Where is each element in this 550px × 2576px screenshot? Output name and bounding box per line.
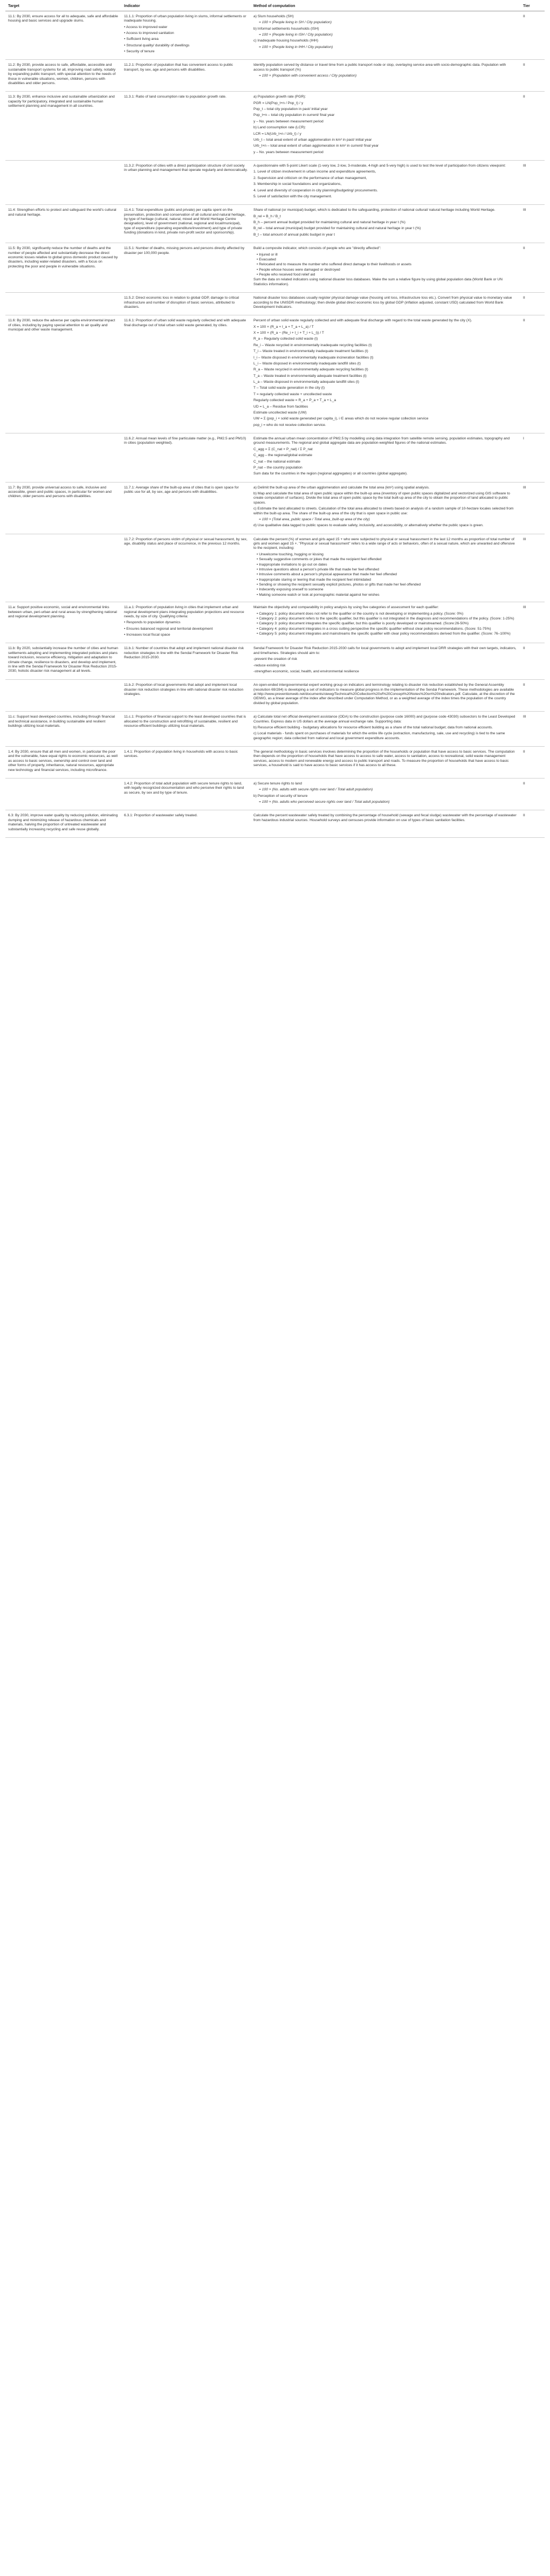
table-row xyxy=(5,810,545,838)
method-cell-line: Pop_t+n – total city population in current/ final year xyxy=(253,113,335,118)
target-cell-line: 11.7: By 2030, provide universal access to safe, inclusive and accessible, green and public spaces, in particular for women and children, older persons and persons with disabilities. xyxy=(8,485,112,499)
indicator-cell-line: • Sufficient living area xyxy=(124,37,159,42)
method-cell-line: National disaster loss databases usually register physical damage value (housing unit loss, infrastructure loss etc.). Convert from physical value to monetary value according to the UNISDR methodology; then divide global direct economic loss by global GDP (inflation adjusted, constant USD) calculated from World Bank Development Indicators. xyxy=(253,296,512,309)
method-cell-line: • Inappropriate staring or leering that made the recipient feel intimidated xyxy=(257,577,372,582)
indicator-cell xyxy=(121,92,251,161)
tier-cell: II xyxy=(520,643,545,680)
method-cell-line: Sendai Framework for Disaster Risk Reduction 2015-2030 calls for local governments to adopt and implement local DRR strategies with their own targets, indicators, and timeframes. Strategies should aim to: xyxy=(253,646,517,655)
method-cell-line: R_a – Waste recycled in environmentally adequate recycling facilities (t) xyxy=(253,368,368,372)
method-cell-line: 4. Level and diversity of cooperation in city planning/budgeting/ procurements. xyxy=(253,188,378,192)
method-cell-line: c) Estimate the land allocated to streets. Calculation of the total area allocated to streets based on analysis of a random sample of 10-hectare locales selected from within the built-up area. The share of the built-up area of the city that is open space in public use: xyxy=(253,507,514,515)
table-row xyxy=(5,482,545,534)
indicator-cell xyxy=(121,712,251,747)
method-cell-line: -reduce existing risk xyxy=(253,663,286,667)
tier-cell: II xyxy=(520,293,545,315)
target-cell xyxy=(5,680,121,712)
method-cell-line: Re_i – Waste recycled in environmentally inadequate recycling facilities (t) xyxy=(253,343,372,347)
method-cell-line: b) Informal settlements households (ISH) xyxy=(253,26,319,31)
method-cell-line: y – No. years between measurement period xyxy=(253,119,324,123)
method-cell-line: The general methodology in basic services involves determining the proportion of the households or population that have access to basic services. The computation then depends on the proportion of households that have access to access to safe water, access to sanitation, access to recreational, solid waste management services, access to modern and renewable energy and access to public transport and roads. To measure the proportion of households that have access to basic services, a household is said to have access to basic services if it has access to all these. xyxy=(253,750,515,768)
method-cell-line: C_agg – the regional/global estimate xyxy=(253,453,312,458)
method-cell-line: C_nat – the national estimate xyxy=(253,459,300,464)
table-row xyxy=(5,643,545,680)
tier-cell: III xyxy=(520,482,545,534)
indicator-cell xyxy=(121,482,251,534)
method-cell-line: Identify population served by distance or travel time from a public transport node or stop, overlaying service area with socio-demographic data. Population with access to public transport (%) xyxy=(253,63,506,72)
target-cell xyxy=(5,747,121,779)
method-cell-line: 1. Level of citizen involvement in urban income and expenditure agreements, xyxy=(253,170,376,174)
indicator-cell xyxy=(121,810,251,838)
method-cell xyxy=(251,205,520,243)
indicator-cell xyxy=(121,778,251,810)
method-cell-line: = 100 × (Total area_public space / Total area_built-up area of the city) xyxy=(259,517,370,521)
method-cell-line: Pop_t – total city population in past/ initial year xyxy=(253,107,328,111)
target-cell-line: 1.4: By 2030, ensure that all men and women, in particular the poor and the vulnerable, have equal rights to economic resources, as well as access to basic services, ownership and control over land and other forms of property, inheritance, natural resources, appropriate new technology and financial services, including microfinance. xyxy=(8,750,118,772)
method-cell-line: • Category 3: policy document integrates the specific qualifier, but this qualifier is poorly developed or mainstreamed. (Score:26-50%) xyxy=(257,622,469,626)
method-cell-line: L_a – Waste disposed in environmentally adequate landfill sites (t) xyxy=(253,380,360,384)
method-cell-line: a) Secure tenure rights to land xyxy=(253,781,302,786)
target-cell-line: 11.5: By 2030, significantly reduce the number of deaths and the number of people affected and substantially decrease the direct economic losses relative to global gross domestic product caused by disasters, including water-related disasters, with a focus on protecting the poor and people in vulnerable situations. xyxy=(8,246,118,268)
indicator-cell-line: 11.b.2: Proportion of local governments that adopt and implement local disaster risk reduction strategies in line with national disaster risk reduction strategies. xyxy=(124,683,244,696)
table-row xyxy=(5,60,545,92)
method-cell-line: = 100 × (People living in ISH / City population) xyxy=(259,32,333,37)
table-row xyxy=(5,293,545,315)
method-cell-line: a) Population growth rate (PGR): xyxy=(253,95,306,99)
tier-cell: III xyxy=(520,161,545,205)
indicator-cell-line: 11.1.1: Proportion of urban population living in slums, informal settlements or inadequate housing. xyxy=(124,14,246,23)
target-cell-line: 11.4: Strengthen efforts to protect and safeguard the world's cultural and natural heritage. xyxy=(8,208,116,217)
indicator-cell-line: • Access to improved sanitation xyxy=(124,31,174,35)
method-cell-line: = 100 × (No. adults who perceived secure rights over land / Total adult population) xyxy=(259,800,390,804)
indicator-cell xyxy=(121,243,251,293)
target-cell xyxy=(5,433,121,483)
method-cell-line: Calculate the percent wastewater safely treated by combining the percentage of household (sewage and fecal sludge) wastewater with the percentage of wastewater from hazardous industrial sources. Household surveys and censuses provide information on use of types of basic sanitation facilities. xyxy=(253,814,517,822)
method-cell-line: Urb_t – total areal extent of urban agglomeration in km² in past/ initial year xyxy=(253,137,372,142)
method-cell-line: 2. Supervision and criticism on the performance of urban management, xyxy=(253,176,367,180)
method-cell-line: • Intrusive questions about a person's private life that made her feel offended xyxy=(257,567,379,571)
method-cell-line: Regularly collected waste = R_a + P_a + T_a + L_a xyxy=(253,398,336,403)
method-cell xyxy=(251,161,520,205)
table-row xyxy=(5,205,545,243)
header-indicator: Indicator xyxy=(121,3,251,11)
method-cell-line: = 100 × (People living in SH / City population) xyxy=(259,20,332,25)
method-cell-line: Urb_t+n – total areal extent of urban agglomeration in km² in current/ final year xyxy=(253,144,379,148)
target-cell-line: 11.2: By 2030, provide access to safe, affordable, accessible and sustainable transport systems for all, improving road safety, notably by expanding public transport, with special attention to the needs of those in vulnerable situations, women, children, persons with disabilities and older persons. xyxy=(8,63,116,85)
method-cell-line: UD = L_a – Residue from facilities xyxy=(253,404,308,409)
method-cell-line: B_rel – total annual (municipal) budget provided for maintaining cultural and natural heritage in year t (%) xyxy=(253,226,421,231)
method-cell-line: • Category 5: policy document integrates and mainstreams the specific qualifier with clear policy recommendations derived from the qualifier. (Score: 76–100%) xyxy=(257,632,511,636)
indicator-cell-line: 6.3.1: Proportion of wastewater safely treated. xyxy=(124,814,198,818)
method-cell-line: R_a – Regularly collected solid waste (t) xyxy=(253,337,318,341)
target-cell xyxy=(5,11,121,60)
method-cell-line: a) Calculate total net official development assistance (ODA) to the construction (purpose code 16000) and (purpose code 43030) subsectors to the Least Developed Countries. Express data in US dollars at the average annual exchange rate. Supporting data: xyxy=(253,715,515,724)
method-cell-line: a) Slum households (SH) xyxy=(253,14,294,18)
method-cell-line: • People whose houses were damaged or destroyed xyxy=(257,267,340,272)
method-cell-line: Estimate the annual urban mean concentration of PM2.5 by modelling using data integration from satellite remote sensing, population estimates, topography and ground measurements. The regional and global aggregate data are population-weighted figures of the national estimates. xyxy=(253,437,510,445)
method-cell-line: Sum the data on related indicators using national disaster loss databases. Make the sum a relative figure by using global population data (World Bank or UN Statistics information). xyxy=(253,278,503,286)
indicator-cell xyxy=(121,433,251,483)
method-cell-line: B_h – percent annual budget provided for maintaining cultural and natural heritage in year t (%) xyxy=(253,221,405,224)
table-row xyxy=(5,747,545,779)
indicator-cell-line: 11.3.1: Ratio of land consumption rate to population growth rate. xyxy=(124,95,226,99)
method-cell-line: • Inappropriate invitations to go out on dates xyxy=(257,562,327,567)
method-cell xyxy=(251,433,520,483)
method-cell-line: -prevent the creation of risk xyxy=(253,657,298,662)
target-cell-line: 11.a: Support positive economic, social and environmental links between urban, peri-urban and rural areas by strengthening national and regional development planning. xyxy=(8,605,117,618)
target-cell xyxy=(5,712,121,747)
target-cell xyxy=(5,778,121,810)
header-tier: Tier xyxy=(520,3,545,11)
indicator-cell-line: • Security of tenure xyxy=(124,50,155,53)
indicator-cell-line: 11.6.2: Annual mean levels of fine particulate matter (e.g., PM2.5 and PM10) in cities (population weighted). xyxy=(124,437,246,445)
method-cell-line: • Sending or showing the recipient sexually explicit pictures, photos or gifts that made her feel offended xyxy=(257,583,421,587)
target-cell-line: 11.b: By 2020, substantially increase the number of cities and human settlements adopting and implementing integrated policies and plans toward inclusion, resource efficiency, mitigation and adaptation to climate change, resilience to disasters, and develop and implement, in line with the Sendai Framework for Disaster Risk Reduction 2015-2030, holistic disaster risk management at all levels. xyxy=(8,646,118,673)
target-cell xyxy=(5,205,121,243)
method-cell-line: b) Map and calculate the total area of open public space within the built-up area (inventory of open public spaces digitalized and vectorized using GIS software to create computation of surfaces). Divide the total area of open public space by the total built-up area of the city to obtain the proportion of land allocated to public spaces. xyxy=(253,492,510,505)
method-cell xyxy=(251,534,520,602)
method-cell-line: = 100 × (People living in IHH / City population) xyxy=(259,45,333,49)
tier-cell: III xyxy=(520,205,545,243)
indicator-cell-line: 11.7.1: Average share of the built-up area of cities that is open space for public use for all, by sex, age and persons with disabilities. xyxy=(124,485,239,494)
method-cell-line: • Unwelcome touching, hugging or kissing xyxy=(257,552,324,556)
table-row xyxy=(5,315,545,433)
target-cell xyxy=(5,60,121,92)
tier-cell: II xyxy=(520,60,545,92)
indicator-cell-line: 11.c.1: Proportion of financial support to the least developed countries that is allocated to the construction and retrofitting of sustainable, resilient and resource-efficient buildings utilizing local materials. xyxy=(124,715,246,728)
method-cell xyxy=(251,602,520,643)
method-cell-line: Share of national (or municipal) budget, which is dedicated to the safeguarding, protection of national cultural/ natural heritage including World Heritage. xyxy=(253,208,496,212)
page xyxy=(0,0,550,841)
indicator-cell xyxy=(121,205,251,243)
indicator-cell xyxy=(121,11,251,60)
indicator-cell xyxy=(121,534,251,602)
tier-cell: II xyxy=(520,747,545,779)
method-cell-line: P_nat – the country population xyxy=(253,465,302,470)
indicator-cell xyxy=(121,747,251,779)
method-cell-line: C_agg = Σ (C_nat × P_nat) / Σ P_nat xyxy=(253,447,313,451)
table-row xyxy=(5,92,545,161)
target-cell xyxy=(5,482,121,534)
table-row xyxy=(5,433,545,483)
table-row xyxy=(5,778,545,810)
target-cell-line: 11.3: By 2030, enhance inclusive and sustainable urbanization and capacity for participatory, integrated and sustainable human settlement planning and management in all countries. xyxy=(8,95,115,108)
indicator-cell xyxy=(121,315,251,433)
method-cell-line: Build a composite indicator, which consists of people who are "directly affected": xyxy=(253,246,381,251)
method-cell-line: B_rel = B_h / B_t xyxy=(253,214,281,218)
method-cell-line: • Injured or ill xyxy=(257,252,278,257)
method-cell xyxy=(251,747,520,779)
method-cell-line: L_i – Waste disposed in environmentally inadequate landfill sites (t) xyxy=(253,361,361,366)
method-cell-line: I_i – Waste disposed in environmentally inadequate incineration facilities (t) xyxy=(253,355,374,360)
method-cell-line: Sum data for the countries in the region (regional aggregates) or all countries (global aggregate). xyxy=(253,472,408,476)
method-cell-line: X = 100 × (R_a + I_a + T_a + L_a) / T xyxy=(253,325,314,329)
target-cell xyxy=(5,161,121,205)
method-cell-line: UW = Σ (pop_i × solid waste generated per capita_i), i ∈ areas which do not receive regular collection service xyxy=(253,417,429,421)
table-row xyxy=(5,602,545,643)
tier-cell: II xyxy=(520,11,545,60)
method-cell-line: • Category 2: policy document refers to the specific qualifier, but this qualifier is not integrated in the diagnosis and recommendations of the policy. (Score: 1-25%) xyxy=(257,616,514,621)
tier-cell: II xyxy=(520,243,545,293)
method-cell-line: A questionnaire with 5-point Likert scale (1-very low, 2-low, 3-moderate, 4-high and 5-very high) is used to test the level of participation from citizens viewpoint: xyxy=(253,164,506,168)
indicator-cell xyxy=(121,293,251,315)
target-cell-line: 11.1: By 2030, ensure access for all to adequate, safe and affordable housing and basic services and upgrade slums. xyxy=(8,14,118,23)
method-cell xyxy=(251,293,520,315)
indicator-cell-line: 11.7.2: Proportion of persons victim of physical or sexual harassment, by sex, age, disability status and place of occurrence, in the previous 12 months. xyxy=(124,537,248,546)
method-cell-line: T = regularly collected waste + uncollected waste xyxy=(253,392,332,396)
method-cell-line: c) Local materials - funds spent on purchases of materials for which the entire life cycle (extraction, manufacturing, sale, use and recycling) is tied to the same geographic region; data collected from national and local government expenditure accounts. xyxy=(253,732,505,740)
indicator-cell-line: 11.a.1: Proportion of population living in cities that implement urban and regional development plans integrating population projections and resource needs, by size of city. Qualifying criteria: xyxy=(124,605,244,618)
method-cell xyxy=(251,810,520,838)
target-cell xyxy=(5,315,121,433)
method-cell-line: X = 100 × (R_a − (Re_i + I_i + T_i + L_i)) / T xyxy=(253,331,324,335)
method-cell-line: = 100 × (No. adults with secure rights over land / Total adult population) xyxy=(259,788,373,792)
method-cell-line: • People who received food relief aid xyxy=(257,273,315,277)
indicator-cell-line: 11.b.1: Number of countries that adopt and implement national disaster risk reduction strategies in line with the Sendai Framework for Disaster Risk Reduction 2015-2030. xyxy=(124,646,244,660)
indicator-cell xyxy=(121,161,251,205)
method-cell-line: PGR = LN(Pop_t+n / Pop_t) / y xyxy=(253,101,304,105)
method-cell xyxy=(251,680,520,712)
method-cell-line: LCR = LN(Urb_t+n / Urb_t) / y xyxy=(253,132,301,136)
method-cell-line: pop_i = who do not receive collection service. xyxy=(253,423,326,427)
indicator-cell-line: 11.5.2: Direct economic loss in relation to global GDP, damage to critical infrastructure and number of disruption of basic services, attributed to disasters. xyxy=(124,296,239,309)
tier-cell: II xyxy=(520,810,545,838)
sdg-indicator-table xyxy=(5,3,545,838)
method-cell-line: d) Use qualitative data tagged to public spaces to evaluate safety, inclusivity, and accessibility, or alternatively whether the public space is green. xyxy=(253,524,484,528)
indicator-cell xyxy=(121,643,251,680)
tier-cell: II xyxy=(520,92,545,161)
method-cell-line: 3. Membership in social foundations and organizations, xyxy=(253,182,342,187)
table-row xyxy=(5,243,545,293)
tier-cell: III xyxy=(520,712,545,747)
indicator-cell xyxy=(121,60,251,92)
method-cell xyxy=(251,243,520,293)
method-cell-line: = 100 × (Population with convenient access / City population) xyxy=(259,74,357,78)
method-cell-line: T_i – Waste treated in environmentally inadequate treatment facilities (t) xyxy=(253,349,368,354)
method-cell-line: b) Resource efficient building - budgetary allocations for resource efficient building as a share of the total national budget; data from national accounts. xyxy=(253,725,493,729)
method-cell-line: An open-ended intergovernmental expert working group on indicators and terminology relating to disaster risk reduction established by the General Assembly (resolution 69/284) is developing a set of indicators to measure global progress in the implementation of the Sendai Framework. These methodologies are available at http://www.preventionweb.net/documents/oiewg/Technical%20Collection%20of%20Concept%20Notes%20on%20Indicators.pdf. Calculate, at the discretion of the OEIWG, as a linear average of the index after described under Computation Method, or as a weighted average of the index times the population of the country divided by global population. xyxy=(253,683,515,705)
method-cell-line: Calculate the percent (%) of women and girls aged 15 + who were subjected to physical or sexual harassment in the last 12 months as proportion of total number of girls and women aged 15 +. "Physical or sexual harassment" refers to a wide range of acts or behaviors, often of a sexual nature, which are unwanted and offensive to the recipient, including: xyxy=(253,537,515,550)
method-cell xyxy=(251,60,520,92)
method-cell xyxy=(251,643,520,680)
table-row xyxy=(5,680,545,712)
method-cell-line: y – No. years between measurement period xyxy=(253,150,324,154)
indicator-cell-line: 1.4.2: Proportion of total adult population with secure tenure rights to land, with legally recognized documentation and who perceive their rights to land as secure, by sex and by type of tenure. xyxy=(124,781,244,795)
target-cell xyxy=(5,243,121,293)
table-body xyxy=(5,11,545,837)
method-cell xyxy=(251,92,520,161)
method-cell xyxy=(251,11,520,60)
table-row xyxy=(5,11,545,60)
indicator-cell-line: • Ensures balanced regional and territorial development xyxy=(124,626,213,631)
method-cell xyxy=(251,778,520,810)
header-method: Method of computation xyxy=(251,3,520,11)
target-cell-line: 11.6: By 2030, reduce the adverse per capita environmental impact of cities, including by paying special attention to air quality and municipal and other waste management. xyxy=(8,319,115,332)
indicator-cell-line: • Responds to population dynamics xyxy=(124,621,181,625)
method-cell-line: • Indecently exposing oneself to someone xyxy=(257,588,324,592)
tier-cell: III xyxy=(520,534,545,602)
method-cell-line: 5. Level of satisfaction with the city management. xyxy=(253,194,332,198)
method-cell-line: Percent of urban solid waste regularly collected and with adequate final discharge with regard to the total waste generated by the city (X). xyxy=(253,319,472,323)
table-row xyxy=(5,534,545,602)
method-cell-line: • Making someone watch or look at pornographic material against her wishes xyxy=(257,593,380,597)
tier-cell: II xyxy=(520,680,545,712)
method-cell-line: T_a – Waste treated in environmentally adequate treatment facilities (t) xyxy=(253,374,367,378)
tier-cell: III xyxy=(520,602,545,643)
indicator-cell-line: 11.4.1: Total expenditure (public and private) per capita spent on the preservation, protection and conservation of all cultural and natural heritage, by type of heritage (cultural, natural, mixed and World Heritage Centre designation), level of government (national, regional and local/municipal), type of expenditure (operating expenditure/investment) and type of private funding (donations in kind, private non-profit sector and sponsorship). xyxy=(124,208,246,235)
target-cell xyxy=(5,643,121,680)
tier-cell: I xyxy=(520,433,545,483)
method-cell-line: B_t – total amount of annual public budget in year t xyxy=(253,232,335,237)
target-cell xyxy=(5,810,121,838)
method-cell-line: • Relocated and to measure the number who suffered direct damage to their livelihoods or assets xyxy=(257,263,411,267)
method-cell-line: T – Total solid waste generation in the city (t) xyxy=(253,386,325,390)
table-row xyxy=(5,161,545,205)
indicator-cell-line: 11.6.1: Proportion of urban solid waste regularly collected and with adequate final discharge out of total urban solid waste generated, by cities. xyxy=(124,319,246,327)
indicator-cell-line: • Increases local fiscal space xyxy=(124,633,170,637)
method-cell-line: • Intrusive comments about a person's physical appearance that made her feel offended xyxy=(257,573,397,577)
method-cell-line: • Category 4: policy document integrates in a cross cutting perspective the specific qualifier without clear policy recommendations. (Score: 51-75%) xyxy=(257,626,491,631)
table-row xyxy=(5,712,545,747)
method-cell-line: Estimate uncollected waste (UW) xyxy=(253,410,307,415)
target-cell xyxy=(5,293,121,315)
method-cell-line: c) Inadequate housing households (IHH) xyxy=(253,39,319,43)
method-cell xyxy=(251,315,520,433)
indicator-cell-line: 11.2.1: Proportion of population that has convenient access to public transport, by sex, age and persons with disabilities. xyxy=(124,63,233,72)
header-row xyxy=(5,3,545,11)
indicator-cell-line: 11.3.2: Proportion of cities with a direct participation structure of civil society in urban planning and management that operate regularly and democratically. xyxy=(124,164,248,173)
method-cell-line: • Category 1: policy document does not refer to the qualifier or the country is not developing or implementing a policy. (Score: 0%) xyxy=(257,611,464,616)
target-cell-line: 11.c: Support least developed countries, including through financial and technical assistance, in building sustainable and resilient buildings utilizing local materials. xyxy=(8,715,115,728)
method-cell-line: Maintain the objectivity and comparability in policy analysis by using five categories of assessment for each qualifier: xyxy=(253,605,439,610)
target-cell xyxy=(5,534,121,602)
method-cell-line: -strengthen economic, social, health, and environmental resilience xyxy=(253,669,359,673)
target-cell xyxy=(5,92,121,161)
tier-cell: II xyxy=(520,315,545,433)
method-cell-line: b) Perception of security of tenure xyxy=(253,794,308,798)
method-cell-line: • Sexually suggestive comments or jokes that made the recipient feel offended xyxy=(257,557,382,562)
method-cell xyxy=(251,482,520,534)
indicator-cell-line: 11.5.1: Number of deaths, missing persons and persons directly affected by disaster per 100,000 people. xyxy=(124,246,245,255)
header-target: Target xyxy=(5,3,121,11)
indicator-cell xyxy=(121,680,251,712)
tier-cell: II xyxy=(520,778,545,810)
indicator-cell xyxy=(121,602,251,643)
indicator-cell-line: 1.4.1: Proportion of population living in households with access to basic services. xyxy=(124,750,238,759)
method-cell-line: • Evacuated xyxy=(257,257,276,261)
method-cell-line: a) Delimit the built-up area of the urban agglomeration and calculate the total area (km²) using spatial analysis. xyxy=(253,485,430,490)
method-cell xyxy=(251,712,520,747)
indicator-cell-line: • Access to improved water xyxy=(124,25,168,29)
indicator-cell-line: • Structural quality/ durability of dwellings xyxy=(124,43,190,47)
target-cell-line: 6.3: By 2030, improve water quality by reducing pollution, eliminating dumping and minimizing release of hazardous chemicals and materials, halving the proportion of untreated wastewater and substantially increasing recycling and safe reuse globally. xyxy=(8,814,118,831)
method-cell-line: b) Land consumption rate (LCR): xyxy=(253,126,306,130)
target-cell xyxy=(5,602,121,643)
